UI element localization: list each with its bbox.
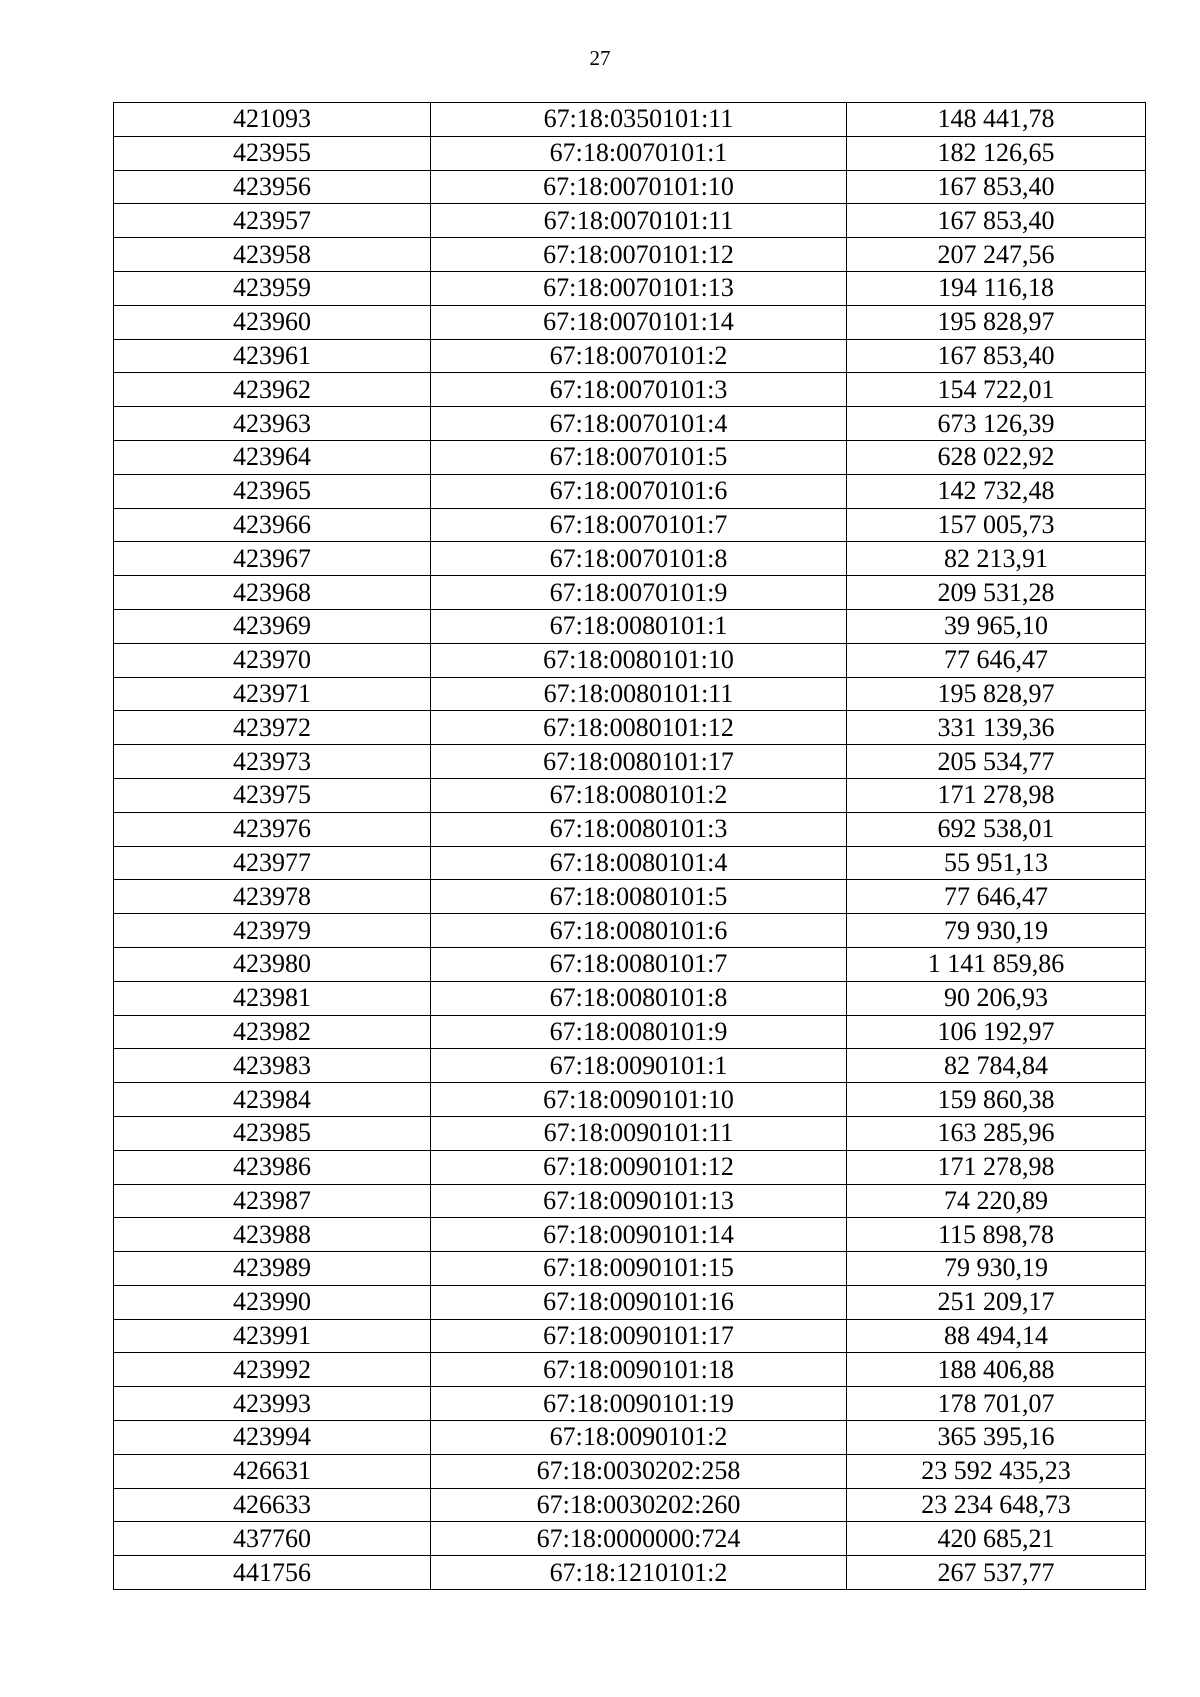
table-row [114, 1488, 1146, 1522]
table-row [114, 914, 1146, 948]
record-number-cell: 423993 [114, 1387, 431, 1421]
cadastral-number-cell: 67:18:0080101:5 [431, 880, 847, 914]
table-row [114, 1218, 1146, 1252]
record-number-cell: 423992 [114, 1353, 431, 1387]
record-number-cell: 423971 [114, 677, 431, 711]
cadastral-value-cell: 77 646,47 [847, 643, 1146, 677]
cadastral-value-cell: 88 494,14 [847, 1319, 1146, 1353]
cadastral-value-cell: 167 853,40 [847, 170, 1146, 204]
cadastral-value-cell: 420 685,21 [847, 1522, 1146, 1556]
record-number-cell: 423955 [114, 136, 431, 170]
table-row [114, 440, 1146, 474]
table-row [114, 643, 1146, 677]
cadastral-number-cell: 67:18:0090101:16 [431, 1285, 847, 1319]
record-number-cell: 421093 [114, 103, 431, 137]
record-number-cell: 423989 [114, 1252, 431, 1286]
cadastral-value-cell: 82 213,91 [847, 542, 1146, 576]
cadastral-value-cell: 74 220,89 [847, 1184, 1146, 1218]
cadastral-number-cell: 67:18:0070101:13 [431, 271, 847, 305]
cadastral-value-cell: 194 116,18 [847, 271, 1146, 305]
record-number-cell: 423984 [114, 1083, 431, 1117]
cadastral-number-cell: 67:18:0090101:18 [431, 1353, 847, 1387]
record-number-cell: 426633 [114, 1488, 431, 1522]
table-row [114, 204, 1146, 238]
cadastral-number-cell: 67:18:0080101:10 [431, 643, 847, 677]
cadastral-number-cell: 67:18:0080101:9 [431, 1015, 847, 1049]
cadastral-value-cell: 90 206,93 [847, 981, 1146, 1015]
cadastral-number-cell: 67:18:0070101:9 [431, 576, 847, 610]
record-number-cell: 423962 [114, 373, 431, 407]
cadastral-number-cell: 67:18:0080101:17 [431, 745, 847, 779]
cadastral-number-cell: 67:18:0070101:6 [431, 474, 847, 508]
cadastral-number-cell: 67:18:0090101:19 [431, 1387, 847, 1421]
cadastral-number-cell: 67:18:0090101:17 [431, 1319, 847, 1353]
record-number-cell: 426631 [114, 1454, 431, 1488]
table-row [114, 1319, 1146, 1353]
cadastral-value-cell: 365 395,16 [847, 1421, 1146, 1455]
table-row [114, 542, 1146, 576]
page-number: 27 [589, 46, 611, 70]
cadastral-number-cell: 67:18:0070101:14 [431, 305, 847, 339]
record-number-cell: 423960 [114, 305, 431, 339]
record-number-cell: 423959 [114, 271, 431, 305]
record-number-cell: 423987 [114, 1184, 431, 1218]
table-row [114, 1454, 1146, 1488]
cadastral-value-cell: 188 406,88 [847, 1353, 1146, 1387]
cadastral-value-cell: 1 141 859,86 [847, 947, 1146, 981]
cadastral-number-cell: 67:18:0090101:13 [431, 1184, 847, 1218]
cadastral-number-cell: 67:18:0070101:4 [431, 407, 847, 441]
cadastral-value-cell: 142 732,48 [847, 474, 1146, 508]
record-number-cell: 423990 [114, 1285, 431, 1319]
record-number-cell: 423963 [114, 407, 431, 441]
table-row [114, 136, 1146, 170]
cadastral-value-cell: 159 860,38 [847, 1083, 1146, 1117]
table-row [114, 745, 1146, 779]
table-row [114, 271, 1146, 305]
cadastral-value-cell: 39 965,10 [847, 609, 1146, 643]
cadastral-number-cell: 67:18:0070101:12 [431, 238, 847, 272]
cadastral-number-cell: 67:18:0070101:7 [431, 508, 847, 542]
cadastral-value-cell: 195 828,97 [847, 305, 1146, 339]
cadastral-value-cell: 209 531,28 [847, 576, 1146, 610]
record-number-cell: 423961 [114, 339, 431, 373]
cadastral-number-cell: 67:18:0090101:2 [431, 1421, 847, 1455]
record-number-cell: 423983 [114, 1049, 431, 1083]
table-body [114, 103, 1146, 1590]
cadastral-value-cell: 115 898,78 [847, 1218, 1146, 1252]
table-row [114, 508, 1146, 542]
cadastral-number-cell: 67:18:0080101:2 [431, 778, 847, 812]
cadastral-number-cell: 67:18:0080101:4 [431, 846, 847, 880]
record-number-cell: 423972 [114, 711, 431, 745]
cadastral-number-cell: 67:18:0080101:12 [431, 711, 847, 745]
table-row [114, 407, 1146, 441]
cadastral-value-cell: 167 853,40 [847, 339, 1146, 373]
table-row [114, 339, 1146, 373]
record-number-cell: 423980 [114, 947, 431, 981]
cadastral-number-cell: 67:18:0350101:11 [431, 103, 847, 137]
record-number-cell: 423973 [114, 745, 431, 779]
cadastral-number-cell: 67:18:0090101:15 [431, 1252, 847, 1286]
cadastral-value-cell: 207 247,56 [847, 238, 1146, 272]
cadastral-value-cell: 148 441,78 [847, 103, 1146, 137]
table-row [114, 1015, 1146, 1049]
record-number-cell: 423976 [114, 812, 431, 846]
cadastral-value-cell: 106 192,97 [847, 1015, 1146, 1049]
record-number-cell: 423956 [114, 170, 431, 204]
cadastral-value-cell: 692 538,01 [847, 812, 1146, 846]
cadastral-number-cell: 67:18:0090101:11 [431, 1116, 847, 1150]
cadastral-number-cell: 67:18:0080101:11 [431, 677, 847, 711]
record-number-cell: 423988 [114, 1218, 431, 1252]
record-number-cell: 423994 [114, 1421, 431, 1455]
cadastral-value-table [113, 102, 1146, 1590]
cadastral-value-cell: 79 930,19 [847, 914, 1146, 948]
table-row [114, 305, 1146, 339]
record-number-cell: 423981 [114, 981, 431, 1015]
cadastral-number-cell: 67:18:0030202:260 [431, 1488, 847, 1522]
cadastral-value-cell: 55 951,13 [847, 846, 1146, 880]
record-number-cell: 437760 [114, 1522, 431, 1556]
table-row [114, 947, 1146, 981]
cadastral-number-cell: 67:18:0070101:5 [431, 440, 847, 474]
cadastral-number-cell: 67:18:0070101:8 [431, 542, 847, 576]
cadastral-number-cell: 67:18:0070101:1 [431, 136, 847, 170]
cadastral-value-cell: 157 005,73 [847, 508, 1146, 542]
table-row [114, 846, 1146, 880]
table-row [114, 1421, 1146, 1455]
record-number-cell: 423982 [114, 1015, 431, 1049]
table-row [114, 1116, 1146, 1150]
cadastral-value-cell: 182 126,65 [847, 136, 1146, 170]
cadastral-value-cell: 331 139,36 [847, 711, 1146, 745]
table-row [114, 1184, 1146, 1218]
table-row [114, 1049, 1146, 1083]
table-row [114, 1353, 1146, 1387]
cadastral-number-cell: 67:18:0070101:11 [431, 204, 847, 238]
record-number-cell: 423965 [114, 474, 431, 508]
record-number-cell: 423958 [114, 238, 431, 272]
table-row [114, 981, 1146, 1015]
record-number-cell: 423966 [114, 508, 431, 542]
table-row [114, 1285, 1146, 1319]
cadastral-value-cell: 163 285,96 [847, 1116, 1146, 1150]
table-row [114, 474, 1146, 508]
cadastral-value-cell: 267 537,77 [847, 1556, 1146, 1590]
record-number-cell: 423985 [114, 1116, 431, 1150]
record-number-cell: 423969 [114, 609, 431, 643]
cadastral-value-cell: 628 022,92 [847, 440, 1146, 474]
cadastral-number-cell: 67:18:0070101:10 [431, 170, 847, 204]
cadastral-number-cell: 67:18:1210101:2 [431, 1556, 847, 1590]
table-row [114, 238, 1146, 272]
cadastral-number-cell: 67:18:0090101:1 [431, 1049, 847, 1083]
record-number-cell: 423957 [114, 204, 431, 238]
record-number-cell: 423977 [114, 846, 431, 880]
cadastral-value-cell: 23 592 435,23 [847, 1454, 1146, 1488]
cadastral-number-cell: 67:18:0000000:724 [431, 1522, 847, 1556]
table-row [114, 1556, 1146, 1590]
cadastral-value-cell: 167 853,40 [847, 204, 1146, 238]
cadastral-value-cell: 82 784,84 [847, 1049, 1146, 1083]
cadastral-value-cell: 673 126,39 [847, 407, 1146, 441]
cadastral-value-cell: 171 278,98 [847, 778, 1146, 812]
table-row [114, 880, 1146, 914]
record-number-cell: 423975 [114, 778, 431, 812]
table-row [114, 103, 1146, 137]
cadastral-number-cell: 67:18:0080101:6 [431, 914, 847, 948]
record-number-cell: 423970 [114, 643, 431, 677]
table-row [114, 812, 1146, 846]
table-row [114, 373, 1146, 407]
record-number-cell: 441756 [114, 1556, 431, 1590]
table-row [114, 1252, 1146, 1286]
table-row [114, 609, 1146, 643]
table-row [114, 677, 1146, 711]
record-number-cell: 423968 [114, 576, 431, 610]
record-number-cell: 423991 [114, 1319, 431, 1353]
table-row [114, 170, 1146, 204]
cadastral-value-cell: 178 701,07 [847, 1387, 1146, 1421]
cadastral-number-cell: 67:18:0080101:7 [431, 947, 847, 981]
cadastral-number-cell: 67:18:0090101:10 [431, 1083, 847, 1117]
table-row [114, 1150, 1146, 1184]
cadastral-value-cell: 23 234 648,73 [847, 1488, 1146, 1522]
cadastral-value-cell: 195 828,97 [847, 677, 1146, 711]
table-row [114, 576, 1146, 610]
cadastral-number-cell: 67:18:0090101:12 [431, 1150, 847, 1184]
cadastral-number-cell: 67:18:0070101:3 [431, 373, 847, 407]
cadastral-value-cell: 251 209,17 [847, 1285, 1146, 1319]
record-number-cell: 423964 [114, 440, 431, 474]
cadastral-number-cell: 67:18:0070101:2 [431, 339, 847, 373]
table-row [114, 1387, 1146, 1421]
record-number-cell: 423986 [114, 1150, 431, 1184]
table-row [114, 711, 1146, 745]
table-row [114, 778, 1146, 812]
record-number-cell: 423979 [114, 914, 431, 948]
cadastral-value-cell: 171 278,98 [847, 1150, 1146, 1184]
cadastral-value-cell: 205 534,77 [847, 745, 1146, 779]
cadastral-number-cell: 67:18:0080101:3 [431, 812, 847, 846]
record-number-cell: 423978 [114, 880, 431, 914]
record-number-cell: 423967 [114, 542, 431, 576]
cadastral-number-cell: 67:18:0030202:258 [431, 1454, 847, 1488]
table-row [114, 1083, 1146, 1117]
cadastral-number-cell: 67:18:0090101:14 [431, 1218, 847, 1252]
cadastral-number-cell: 67:18:0080101:8 [431, 981, 847, 1015]
cadastral-number-cell: 67:18:0080101:1 [431, 609, 847, 643]
cadastral-value-cell: 154 722,01 [847, 373, 1146, 407]
cadastral-value-cell: 79 930,19 [847, 1252, 1146, 1286]
cadastral-value-cell: 77 646,47 [847, 880, 1146, 914]
table-row [114, 1522, 1146, 1556]
